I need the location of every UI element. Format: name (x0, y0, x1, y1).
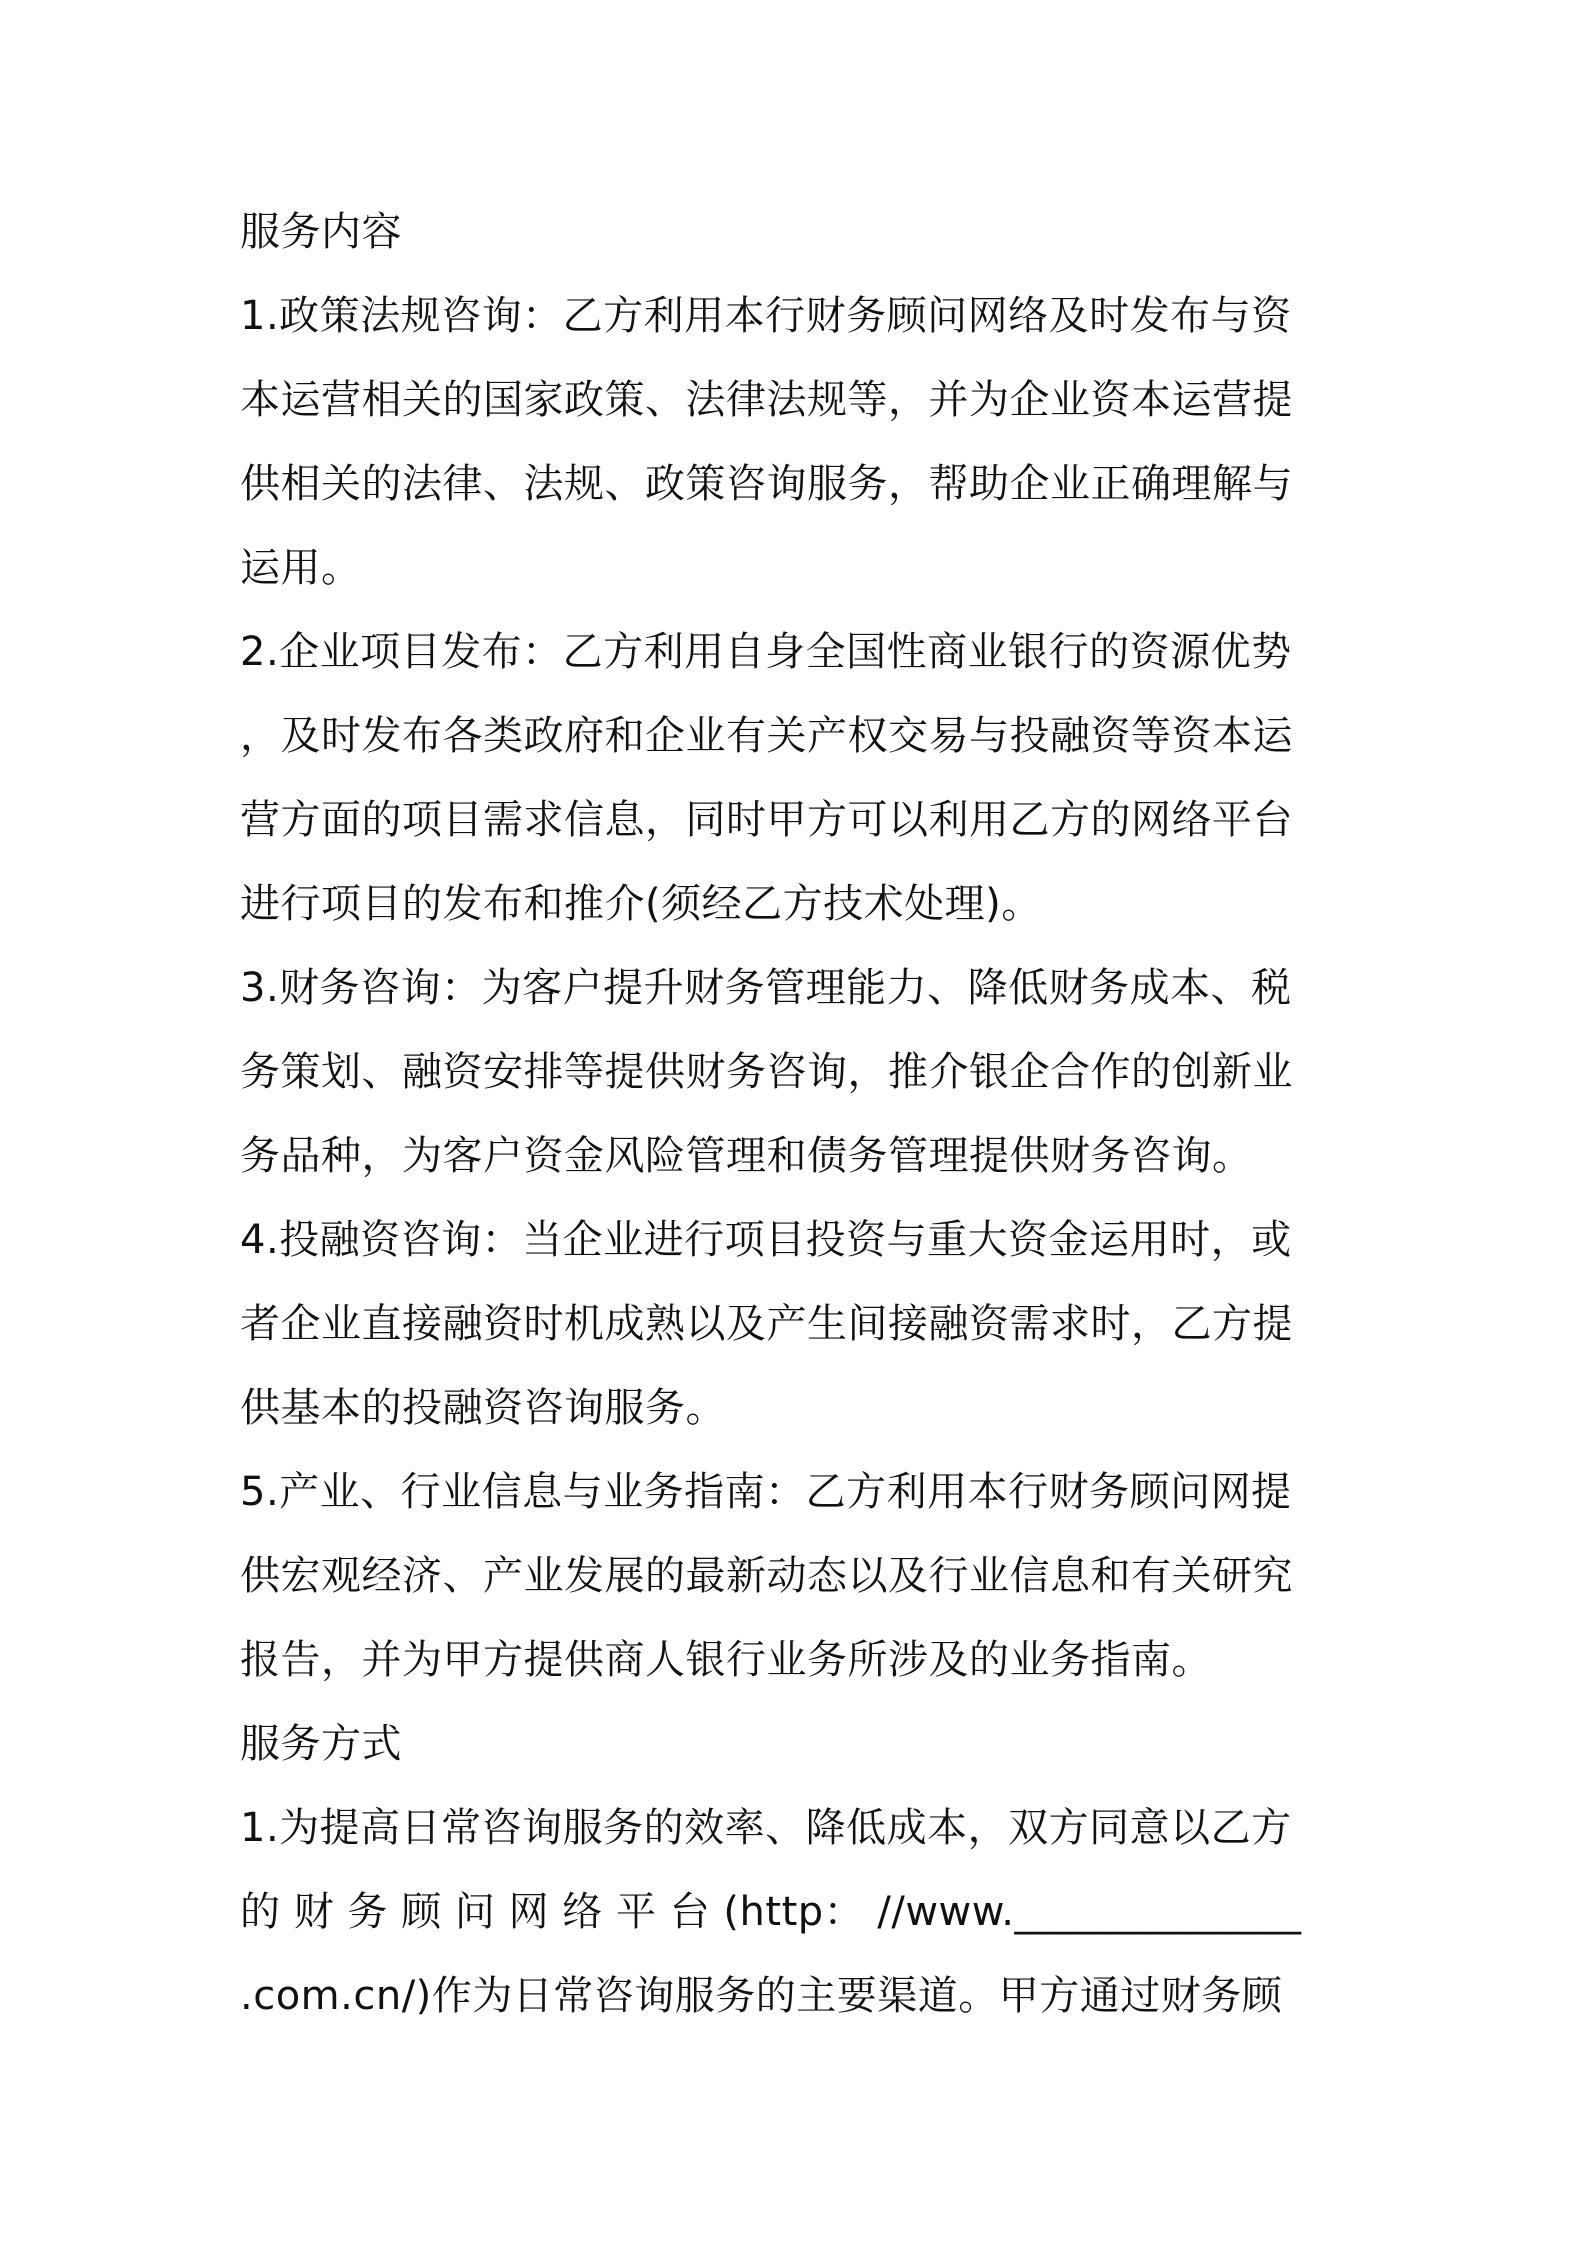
paragraph-line: 进行项目的发布和推介(须经乙方技术处理)。 (240, 881, 1042, 927)
paragraph-line: 务策划、融资安排等提供财务咨询，推介银企合作的创新业 (240, 1049, 1293, 1095)
paragraph-line: 供相关的法律、法规、政策咨询服务，帮助企业正确理解与 (240, 461, 1293, 507)
paragraph-line: 供基本的投融资咨询服务。 (240, 1385, 726, 1431)
paragraph-line: 2.企业项目发布：乙方利用自身全国性商业银行的资源优势 (240, 629, 1292, 675)
paragraph-line: 运用。 (240, 545, 362, 591)
paragraph-line: 3.财务咨询：为客户提升财务管理能力、降低财务成本、税 (240, 965, 1292, 1011)
paragraph-line: 1.为提高日常咨询服务的效率、降低成本，双方同意以乙方 (240, 1805, 1292, 1851)
paragraph-line: 1.政策法规咨询：乙方利用本行财务顾问网络及时发布与资 (240, 293, 1292, 339)
paragraph-line: ，及时发布各类政府和企业有关产权交易与投融资等资本运 (240, 713, 1293, 759)
paragraph-line: 务品种，为客户资金风险管理和债务管理提供财务咨询。 (240, 1133, 1253, 1179)
paragraph-line: 营方面的项目需求信息，同时甲方可以利用乙方的网络平台 (240, 797, 1293, 843)
paragraph-line: 者企业直接融资时机成熟以及产生间接融资需求时，乙方提 (240, 1301, 1293, 1347)
paragraph-line: .com.cn/)作为日常咨询服务的主要渠道。甲方通过财务顾 (240, 1973, 1283, 2019)
document-body (240, 190, 1360, 2038)
paragraph-line: 供宏观经济、产业发展的最新动态以及行业信息和有关研究 (240, 1553, 1293, 1599)
paragraph-line-url: 的 财 务 顾 问 网 络 平 台 (http： //www.______________ (240, 1889, 1302, 1935)
section-heading-service-method: 服务方式 (240, 1721, 402, 1767)
paragraph-line: 5.产业、行业信息与业务指南：乙方利用本行财务顾问网提 (240, 1469, 1292, 1515)
paragraph-line: 本运营相关的国家政策、法律法规等，并为企业资本运营提 (240, 377, 1293, 423)
paragraph-line: 4.投融资咨询：当企业进行项目投资与重大资金运用时，或 (240, 1217, 1292, 1263)
section-heading-service-content: 服务内容 (240, 209, 402, 255)
paragraph-line: 报告，并为甲方提供商人银行业务所涉及的业务指南。 (240, 1637, 1212, 1683)
